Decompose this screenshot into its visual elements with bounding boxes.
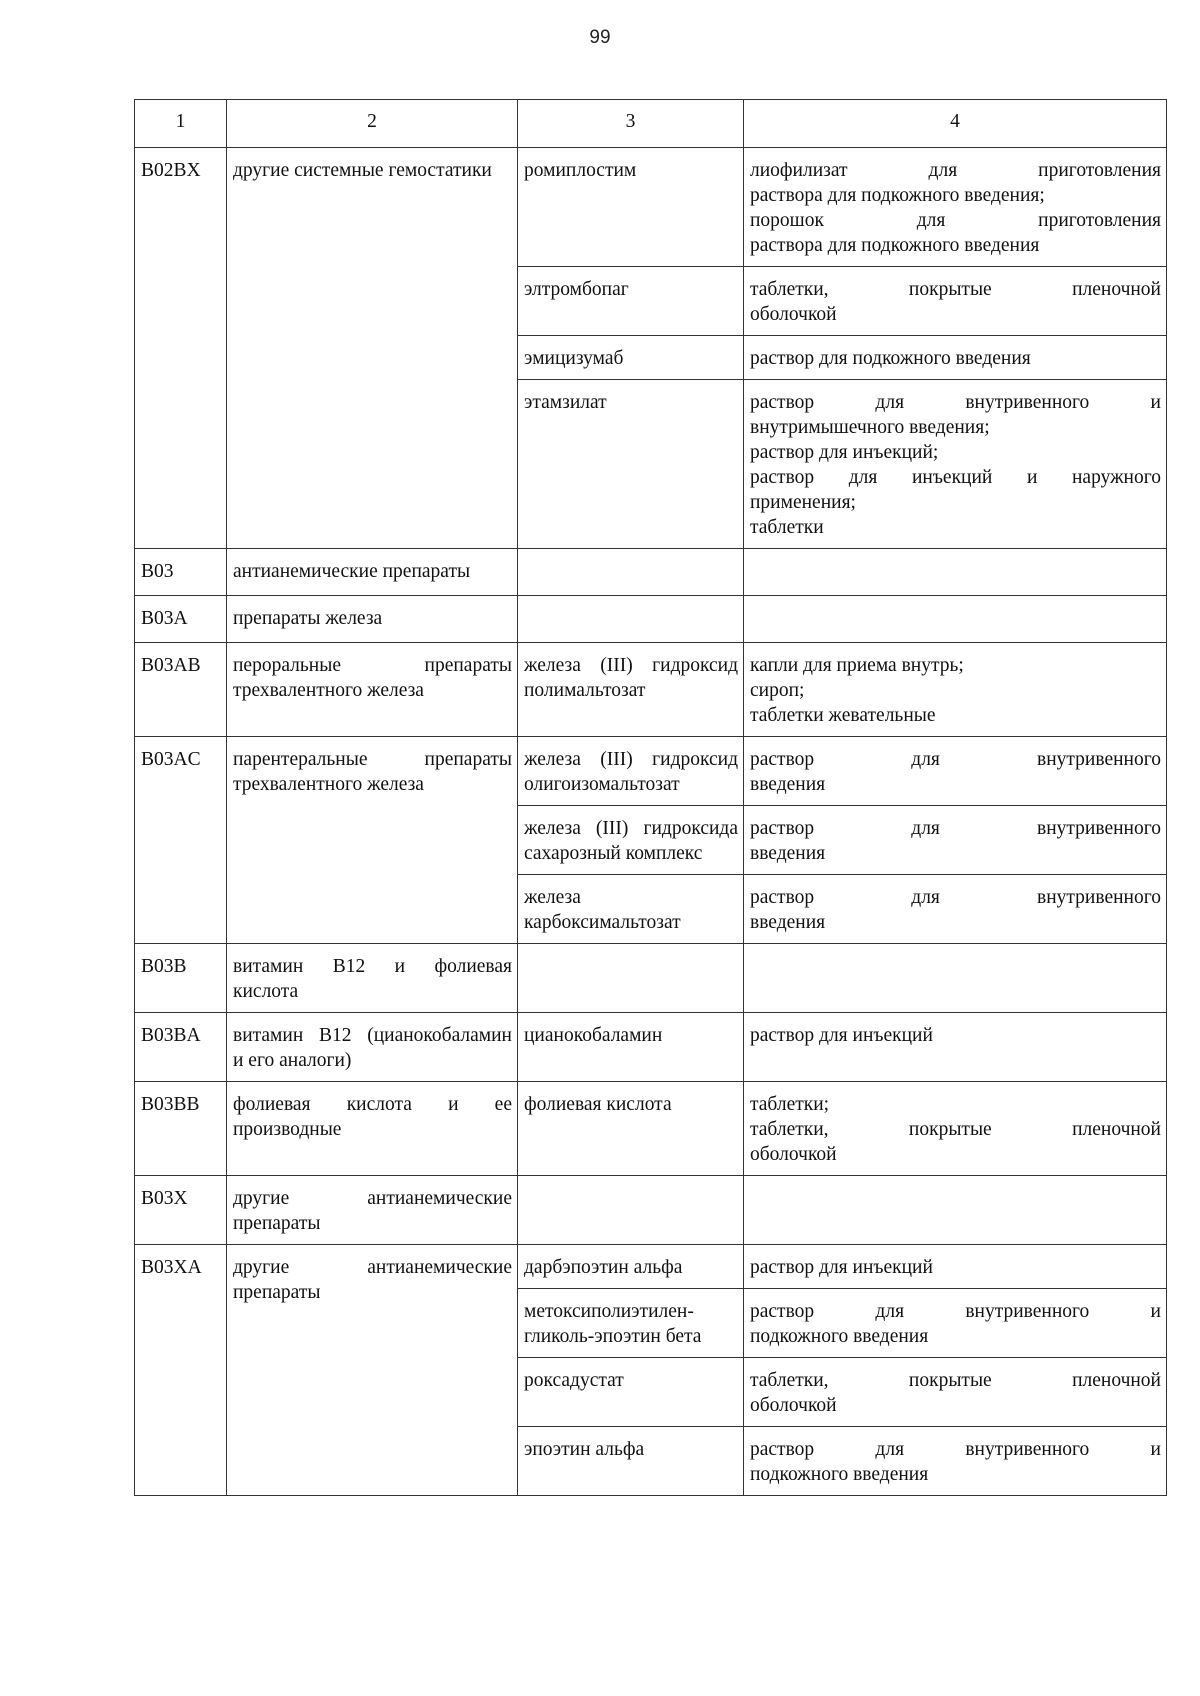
group-line: фолиевая кислота и ее — [233, 1094, 512, 1115]
atc-group — [227, 1176, 518, 1245]
name-line: метоксиполиэтилен- — [524, 1301, 694, 1322]
form-line: сироп; — [750, 680, 805, 701]
dosage-forms — [744, 806, 1167, 875]
table-row — [135, 1245, 1167, 1289]
group-line: препараты — [233, 1213, 321, 1234]
form-line: таблетки, покрытые пленочной — [750, 1119, 1161, 1140]
table-row — [135, 944, 1167, 1013]
table-row — [135, 1082, 1167, 1176]
form-line: раствор для внутривенного и — [750, 1301, 1161, 1322]
atc-group — [227, 1082, 518, 1176]
form-line: оболочкой — [750, 1144, 837, 1165]
drug-name: фолиевая кислота — [518, 1082, 744, 1176]
atc-code: B03BB — [135, 1082, 227, 1176]
group-line: кислота — [233, 981, 299, 1002]
atc-code: B03X — [135, 1176, 227, 1245]
form-line: введения — [750, 774, 826, 795]
group-line: другие антианемические — [233, 1188, 512, 1209]
form-line: оболочкой — [750, 1395, 837, 1416]
dosage-forms — [744, 267, 1167, 336]
atc-group: антианемические препараты — [227, 549, 518, 596]
name-line: сахарозный комплекс — [524, 843, 703, 864]
group-line: трехвалентного железа — [233, 680, 424, 701]
table-row — [135, 549, 1167, 596]
drug-name — [518, 1289, 744, 1358]
form-line: подкожного введения — [750, 1326, 929, 1347]
drug-name — [518, 806, 744, 875]
drug-name — [518, 737, 744, 806]
group-line: пероральные препараты — [233, 655, 512, 676]
drug-name: эмицизумаб — [518, 336, 744, 380]
name-line: карбоксимальтозат — [524, 912, 681, 933]
drug-name: ромиплостим — [518, 148, 744, 267]
form-line: лиофилизат для приготовления — [750, 160, 1161, 181]
form-line: раствор для подкожного введения — [750, 348, 1031, 369]
form-line: порошок для приготовления — [750, 210, 1161, 231]
table-header-row — [135, 100, 1167, 148]
drug-name — [518, 549, 744, 596]
atc-group — [227, 643, 518, 737]
drug-name: элтромбопаг — [518, 267, 744, 336]
drug-name: этамзилат — [518, 380, 744, 549]
group-line: препараты — [233, 1282, 321, 1303]
drug-name: дарбэпоэтин альфа — [518, 1245, 744, 1289]
atc-code: B03XA — [135, 1245, 227, 1496]
atc-code: B03 — [135, 549, 227, 596]
drug-name — [518, 643, 744, 737]
atc-group — [227, 1245, 518, 1496]
form-line: применения; — [750, 492, 856, 513]
name-line: полимальтозат — [524, 680, 646, 701]
drug-name: эпоэтин альфа — [518, 1427, 744, 1496]
column-header: 4 — [744, 100, 1167, 148]
atc-group — [227, 944, 518, 1013]
table-row — [135, 148, 1167, 267]
column-header: 3 — [518, 100, 744, 148]
group-line: витамин B12 и фолиевая — [233, 956, 512, 977]
form-line: капли для приема внутрь; — [750, 655, 964, 676]
atc-group — [227, 737, 518, 944]
name-line: гликоль-эпоэтин бета — [524, 1326, 702, 1347]
group-line: парентеральные препараты — [233, 749, 512, 770]
dosage-forms — [744, 737, 1167, 806]
dosage-forms — [744, 380, 1167, 549]
name-line: железа — [524, 887, 581, 908]
column-header: 2 — [227, 100, 518, 148]
group-line: и его аналоги) — [233, 1050, 352, 1071]
page-number: 99 — [589, 27, 611, 48]
drug-table — [134, 99, 1167, 1496]
form-line: раствор для инъекций — [750, 1257, 933, 1278]
form-line: раствор для внутривенного и — [750, 1439, 1161, 1460]
dosage-forms — [744, 336, 1167, 380]
name-line: олигоизомальтозат — [524, 774, 680, 795]
drug-name — [518, 1176, 744, 1245]
name-line: железа (III) гидроксида — [524, 818, 738, 839]
table-row — [135, 596, 1167, 643]
form-line: внутримышечного введения; — [750, 417, 990, 438]
dosage-forms — [744, 549, 1167, 596]
form-line: таблетки, покрытые пленочной — [750, 1370, 1161, 1391]
name-line: железа (III) гидроксид — [524, 655, 738, 676]
dosage-forms — [744, 643, 1167, 737]
group-line: трехвалентного железа — [233, 774, 424, 795]
form-line: раствор для инъекций и наружного — [750, 467, 1161, 488]
dosage-forms — [744, 1176, 1167, 1245]
atc-code: B03AC — [135, 737, 227, 944]
form-line: раствора для подкожного введения; — [750, 185, 1045, 206]
form-line: раствор для внутривенного — [750, 749, 1161, 770]
drug-name: роксадустат — [518, 1358, 744, 1427]
table-row — [135, 1013, 1167, 1082]
form-line: раствор для внутривенного — [750, 818, 1161, 839]
form-line: раствор для внутривенного — [750, 887, 1161, 908]
name-line: железа (III) гидроксид — [524, 749, 738, 770]
form-line: раствор для внутривенного и — [750, 392, 1161, 413]
atc-code: B03B — [135, 944, 227, 1013]
group-line: производные — [233, 1119, 342, 1140]
group-line: другие антианемические — [233, 1257, 512, 1278]
dosage-forms — [744, 1245, 1167, 1289]
group-line: витамин B12 (цианокобаламин — [233, 1025, 512, 1046]
atc-code: B03A — [135, 596, 227, 643]
table-row — [135, 643, 1167, 737]
drug-name — [518, 944, 744, 1013]
atc-code: B03AB — [135, 643, 227, 737]
atc-code: B03BA — [135, 1013, 227, 1082]
table-row — [135, 737, 1167, 806]
form-line: введения — [750, 843, 826, 864]
dosage-forms — [744, 1358, 1167, 1427]
form-line: таблетки — [750, 517, 824, 538]
dosage-forms — [744, 1427, 1167, 1496]
table-row — [135, 1176, 1167, 1245]
column-header: 1 — [135, 100, 227, 148]
drug-name: цианокобаламин — [518, 1013, 744, 1082]
dosage-forms — [744, 1082, 1167, 1176]
form-line: таблетки жевательные — [750, 705, 936, 726]
form-line: раствор для инъекций; — [750, 442, 939, 463]
form-line: раствор для инъекций — [750, 1025, 933, 1046]
form-line: раствора для подкожного введения — [750, 235, 1040, 256]
dosage-forms — [744, 596, 1167, 643]
dosage-forms — [744, 148, 1167, 267]
atc-group: другие системные гемостатики — [227, 148, 518, 549]
atc-group — [227, 1013, 518, 1082]
atc-code: B02BX — [135, 148, 227, 549]
dosage-forms — [744, 1013, 1167, 1082]
dosage-forms — [744, 1289, 1167, 1358]
form-line: таблетки; — [750, 1094, 830, 1115]
form-line: таблетки, покрытые пленочной — [750, 279, 1161, 300]
drug-name — [518, 596, 744, 643]
form-line: оболочкой — [750, 304, 837, 325]
atc-group: препараты железа — [227, 596, 518, 643]
drug-name — [518, 875, 744, 944]
dosage-forms — [744, 875, 1167, 944]
form-line: подкожного введения — [750, 1464, 929, 1485]
dosage-forms — [744, 944, 1167, 1013]
form-line: введения — [750, 912, 826, 933]
